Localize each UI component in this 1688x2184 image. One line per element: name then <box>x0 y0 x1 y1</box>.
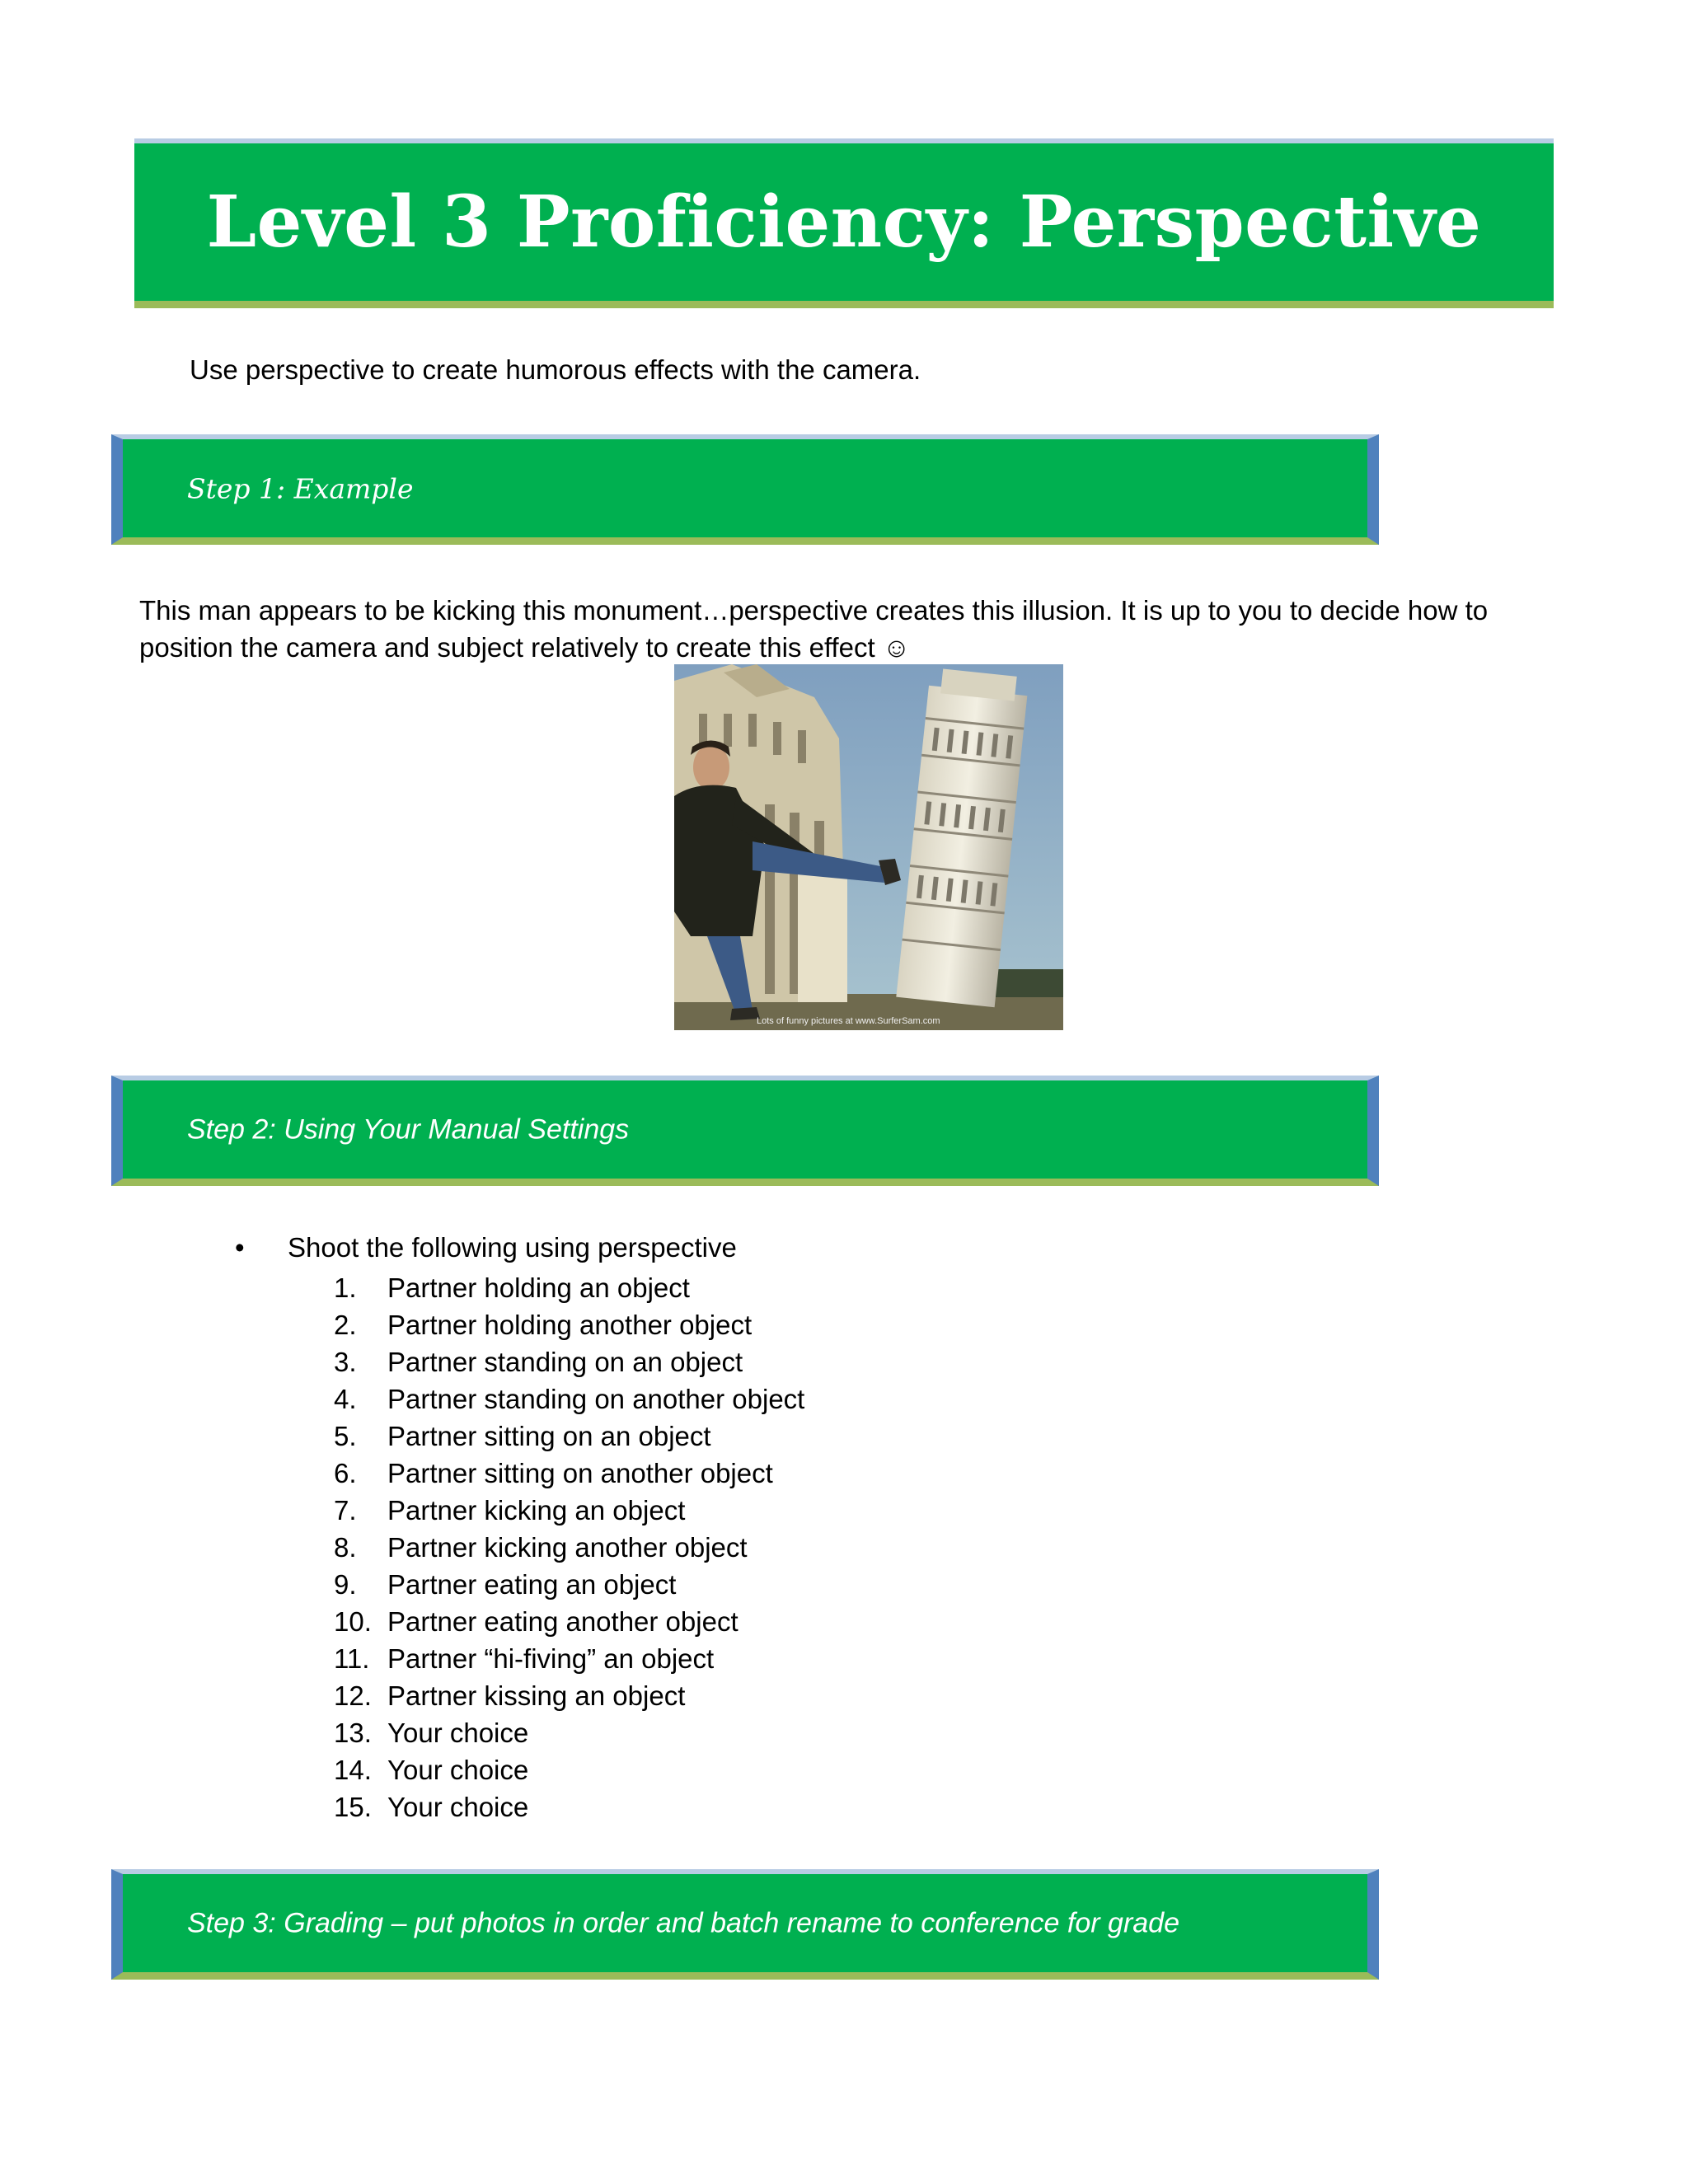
list-item <box>334 1566 804 1603</box>
list-number: 6. <box>334 1458 357 1488</box>
list-text: Partner “hi-fiving” an object <box>387 1643 715 1674</box>
list-item <box>334 1306 804 1343</box>
pisa-kick-photo <box>674 664 1063 1030</box>
list-item <box>334 1603 804 1640</box>
list-item <box>334 1751 804 1788</box>
title-banner <box>134 138 1554 308</box>
page-title: Level 3 Proficiency: Perspective <box>206 180 1482 264</box>
example-paragraph: This man appears to be kicking this monument…perspective creates this illusion. It is up to you to decide how to position the camera and subject relatively to create this effect ☺ <box>139 595 1489 663</box>
list-text: Partner kicking another object <box>387 1532 748 1563</box>
step2-heading: Step 2: Using Your Manual Settings <box>187 1113 630 1145</box>
list-number: 5. <box>334 1421 357 1451</box>
list-text: Partner standing on an object <box>387 1347 743 1377</box>
list-text: Partner standing on another object <box>387 1384 805 1414</box>
step1-banner <box>111 434 1379 545</box>
list-number: 7. <box>334 1495 357 1526</box>
list-item <box>334 1380 804 1418</box>
list-number: 11. <box>334 1643 370 1674</box>
list-item <box>334 1677 804 1714</box>
bullet-icon: • <box>235 1232 245 1263</box>
list-text: Partner holding an object <box>387 1272 690 1303</box>
list-number: 2. <box>334 1310 357 1340</box>
step2-banner <box>111 1076 1379 1186</box>
step3-banner <box>111 1869 1379 1980</box>
list-number: 8. <box>334 1532 357 1563</box>
bullet-text: Shoot the following using perspective <box>288 1232 737 1263</box>
list-item <box>334 1788 804 1825</box>
list-number: 12. <box>334 1680 372 1711</box>
step3-heading: Step 3: Grading – put photos in order and batch rename to conference for grade <box>187 1907 1179 1938</box>
list-text: Your choice <box>387 1755 529 1785</box>
step1-heading: Step 1: Example <box>187 472 414 504</box>
list-number: 4. <box>334 1384 357 1414</box>
list-text: Your choice <box>387 1792 529 1822</box>
list-number: 9. <box>334 1569 357 1600</box>
list-number: 15. <box>334 1792 372 1822</box>
list-number: 1. <box>334 1272 357 1303</box>
list-number: 14. <box>334 1755 372 1785</box>
list-item <box>334 1492 804 1529</box>
list-text: Your choice <box>387 1718 529 1748</box>
list-item <box>334 1714 804 1751</box>
list-item <box>334 1269 804 1306</box>
intro-text: Use perspective to create humorous effects with the camera. <box>190 354 921 385</box>
photo-caption: Lots of funny pictures at www.SurferSam.com <box>757 1016 940 1026</box>
list-item <box>334 1640 804 1677</box>
list-item <box>334 1418 804 1455</box>
list-text: Partner eating another object <box>387 1606 738 1637</box>
list-number: 13. <box>334 1718 372 1748</box>
list-item <box>334 1343 804 1380</box>
list-number: 10. <box>334 1606 372 1637</box>
list-text: Partner kissing an object <box>387 1680 686 1711</box>
list-number: 3. <box>334 1347 357 1377</box>
list-text: Partner kicking an object <box>387 1495 686 1526</box>
shot-list <box>334 1269 804 1825</box>
list-item <box>334 1455 804 1492</box>
list-text: Partner holding another object <box>387 1310 753 1340</box>
list-text: Partner sitting on an object <box>387 1421 711 1451</box>
list-text: Partner sitting on another object <box>387 1458 773 1488</box>
list-item <box>334 1529 804 1566</box>
list-text: Partner eating an object <box>387 1569 677 1600</box>
